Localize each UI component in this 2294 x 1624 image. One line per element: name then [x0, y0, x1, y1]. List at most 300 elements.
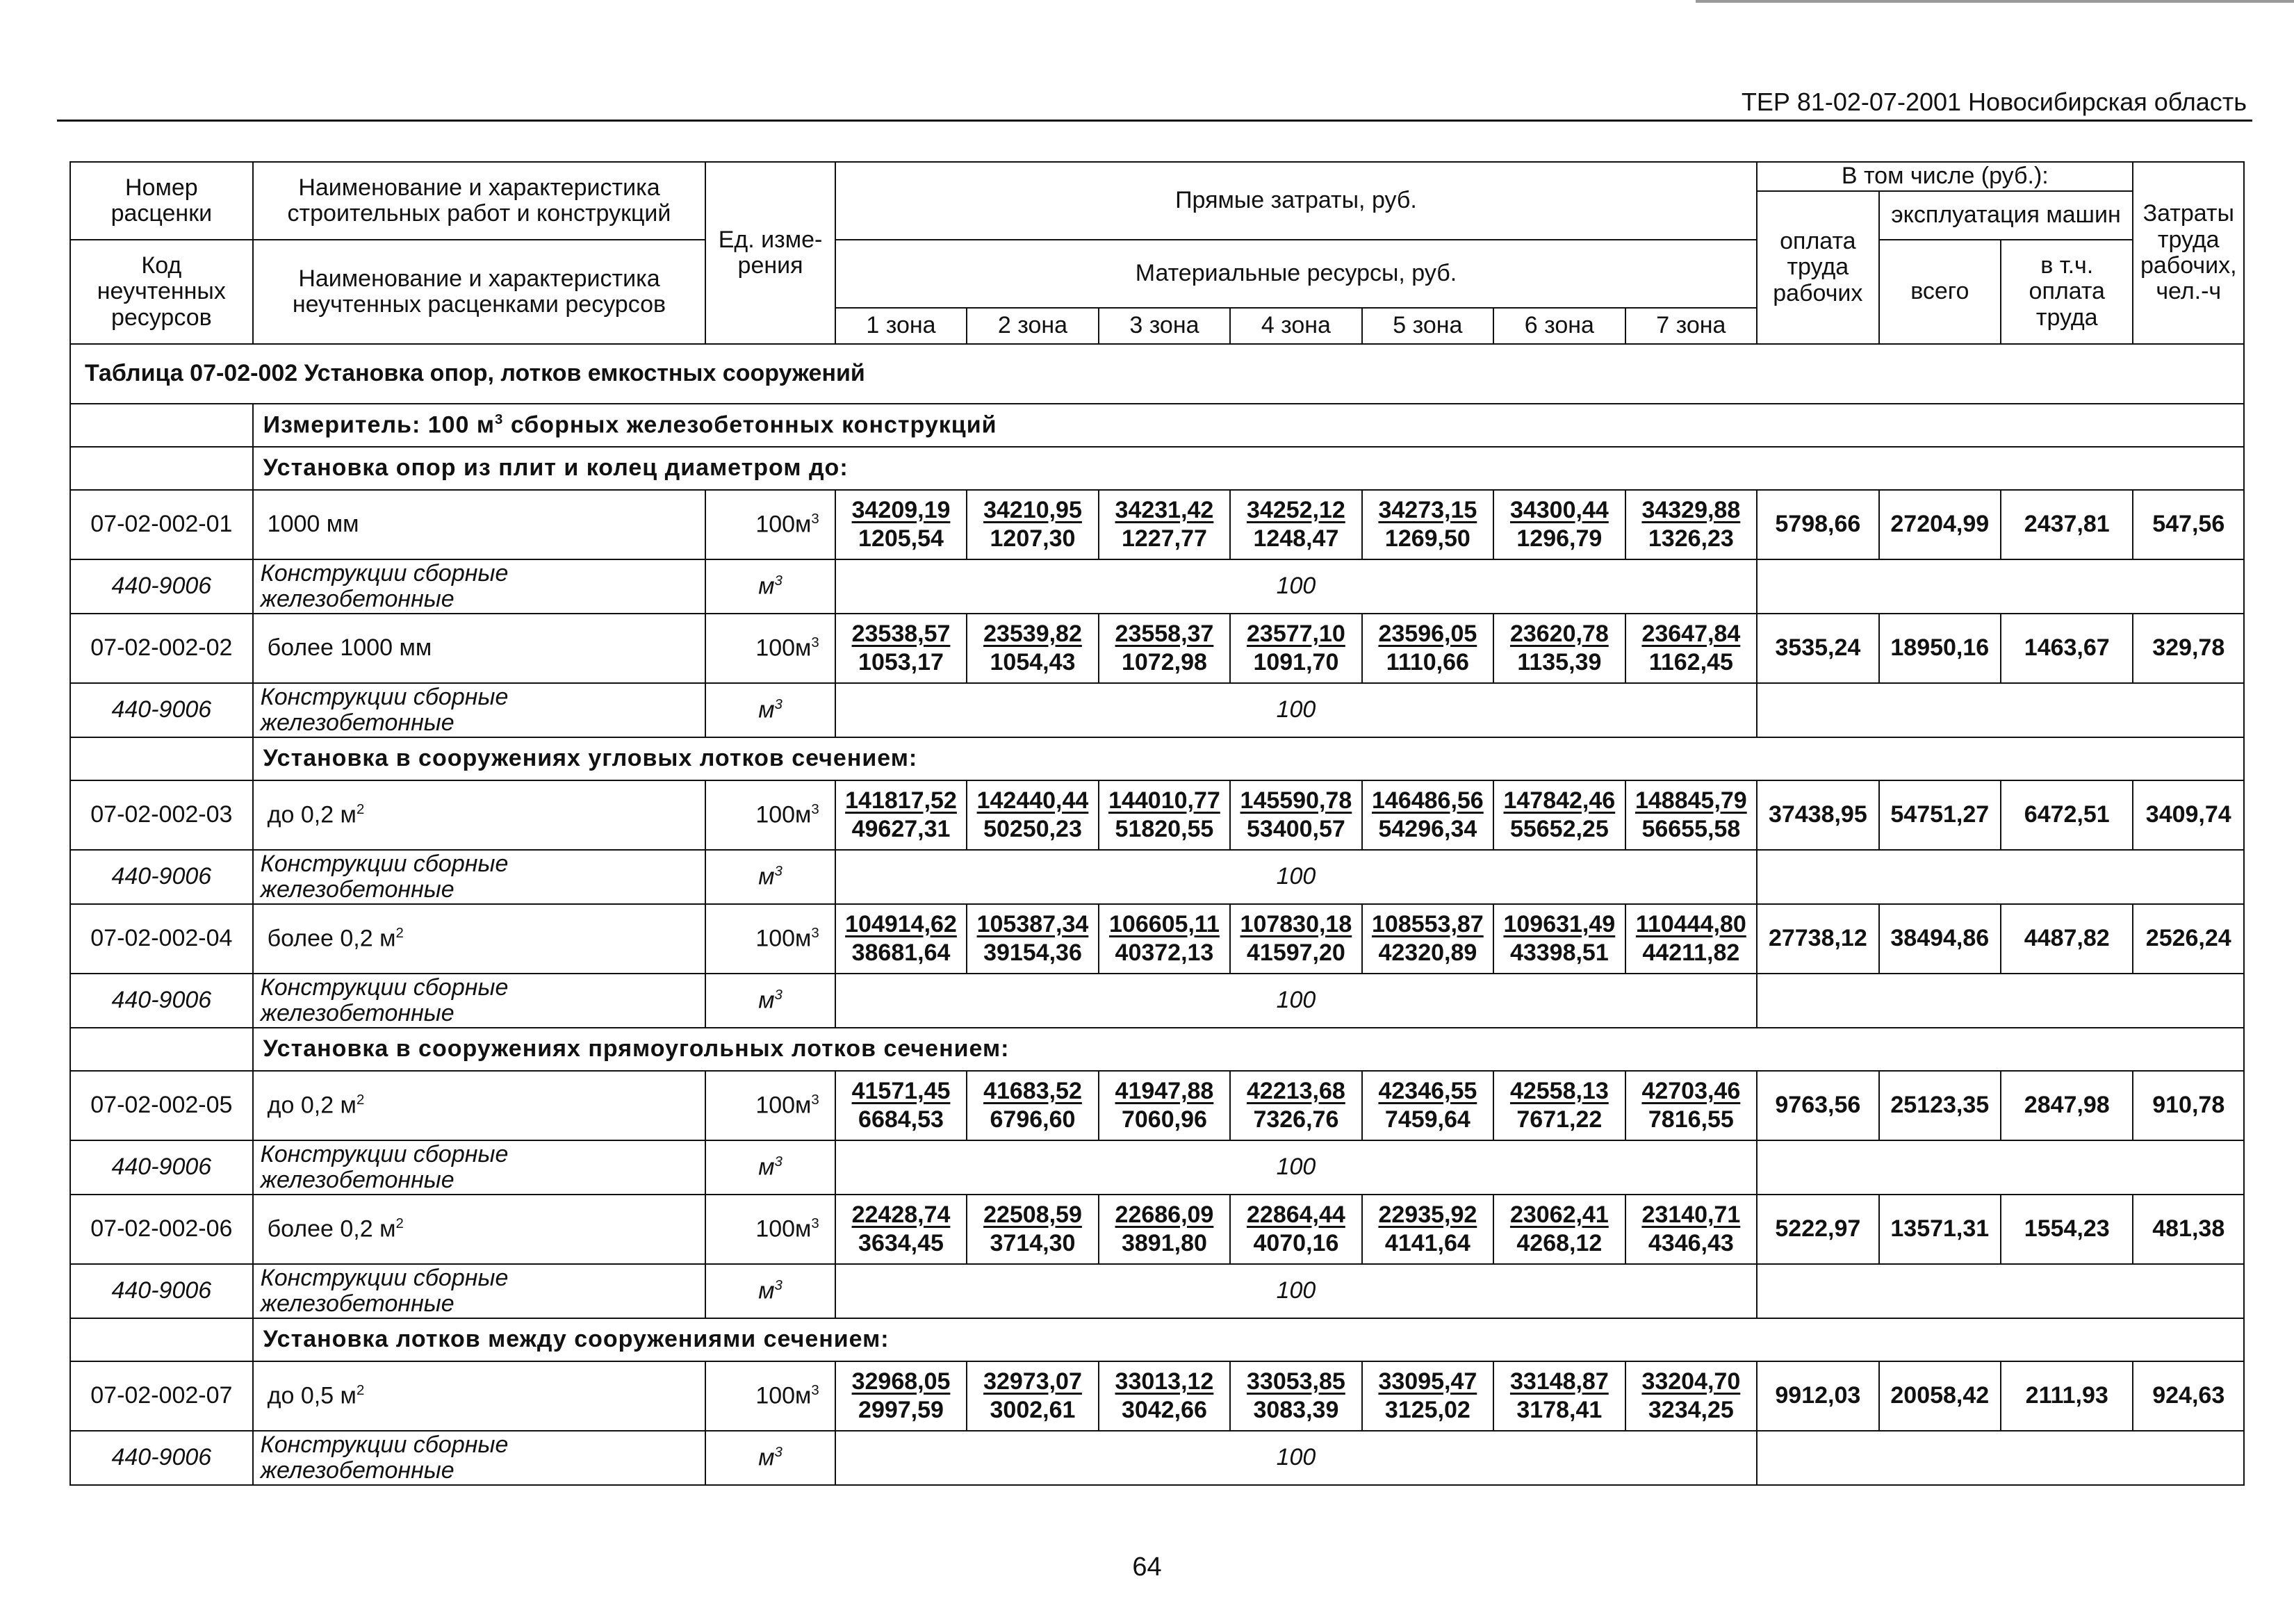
rate-unit	[705, 904, 835, 974]
col-header-labor-costs: Затраты труда рабочих, чел.-ч	[2133, 162, 2244, 344]
resource-qty-text: 100	[1276, 987, 1316, 1014]
resource-name	[253, 974, 706, 1028]
zone-material-cost: 1205,54	[858, 525, 944, 552]
machine-total-text: 54751,27	[1890, 801, 1990, 828]
machine-labor-text: 1463,67	[2024, 634, 2110, 662]
labor-hours-text: 481,38	[2152, 1215, 2225, 1242]
zone-direct-cost: 23538,57	[851, 620, 951, 647]
zone-direct-cost: 33148,87	[1509, 1368, 1609, 1395]
labor-hours-text: 924,63	[2152, 1382, 2225, 1409]
zone-material-cost: 3234,25	[1648, 1397, 1734, 1423]
rate-name-text: более 1000 мм	[267, 634, 432, 662]
zone-material-cost: 4141,64	[1384, 1230, 1470, 1256]
resource-name-text: Конструкции сборные железобетонные	[260, 683, 509, 736]
zone-material-cost: 43398,51	[1509, 940, 1609, 966]
zone-cell	[1362, 614, 1493, 683]
machine-total-text: 13571,31	[1890, 1215, 1990, 1242]
zone-material-cost: 4070,16	[1253, 1230, 1339, 1256]
resource-unit-text: м	[758, 1154, 775, 1181]
resource-qty-text: 100	[1276, 1154, 1316, 1181]
zone-direct-cost: 23620,78	[1509, 620, 1609, 647]
price-table	[69, 161, 2245, 1486]
zone-direct-cost: 22935,92	[1378, 1201, 1477, 1228]
rate-unit-text: 100м	[755, 801, 812, 828]
document-header: ТЕР 81-02-07-2001 Новосибирская область	[1741, 88, 2247, 116]
rate-unit	[705, 1071, 835, 1140]
zone-direct-cost: 23062,41	[1509, 1201, 1609, 1228]
col-header-labor-pay: оплата труда рабочих	[1757, 191, 1878, 344]
measure-suffix: сборных железобетонных конструкций	[503, 411, 997, 438]
rate-unit-text: 100м	[755, 925, 812, 952]
zone-direct-cost: 148845,79	[1635, 787, 1747, 814]
rate-code-text: 07-02-002-04	[90, 925, 233, 952]
zone-direct-cost: 146486,56	[1372, 787, 1484, 814]
rate-name	[253, 1071, 706, 1140]
zone-direct-cost: 34300,44	[1509, 496, 1609, 523]
resource-unit	[705, 850, 835, 904]
resource-qty	[835, 850, 1757, 904]
resource-code-text: 440-9006	[111, 696, 212, 723]
machine-labor	[2001, 1361, 2133, 1431]
zone-direct-cost: 145590,78	[1240, 787, 1352, 814]
zone-cell	[1362, 490, 1493, 559]
zone-cell	[1099, 780, 1230, 850]
zone-material-cost: 6796,60	[990, 1106, 1076, 1133]
resource-unit-text: м	[758, 987, 775, 1014]
zone-direct-cost: 34210,95	[983, 496, 1082, 523]
rate-unit-sup: 3	[811, 802, 819, 818]
zone-direct-cost: 23558,37	[1115, 620, 1214, 647]
rate-name-text: до 0,2 м	[267, 1092, 357, 1119]
labor-pay	[1757, 1071, 1878, 1140]
zone-material-cost: 2997,59	[858, 1397, 944, 1423]
zone-cell	[967, 780, 1098, 850]
machine-labor	[2001, 780, 2133, 850]
resource-qty-text: 100	[1276, 1444, 1316, 1471]
resource-unit	[705, 1431, 835, 1485]
machine-total	[1879, 1195, 2001, 1264]
zone-cell	[1099, 490, 1230, 559]
col-header-material-resources: Материальные ресурсы, руб.	[835, 240, 1757, 308]
zone-direct-cost: 107830,18	[1240, 910, 1352, 937]
empty-cell	[1757, 559, 2244, 614]
zone-material-cost: 7671,22	[1516, 1106, 1603, 1133]
rate-name	[253, 1361, 706, 1431]
zone-direct-cost: 23140,71	[1641, 1201, 1741, 1228]
labor-hours	[2133, 780, 2244, 850]
resource-unit-text: м	[758, 696, 775, 723]
labor-hours	[2133, 1071, 2244, 1140]
rate-unit-sup: 3	[811, 635, 819, 651]
rate-unit-sup: 3	[811, 1092, 819, 1108]
zone-material-cost: 54296,34	[1378, 816, 1477, 842]
zone-material-cost: 1054,43	[990, 649, 1076, 675]
empty-cell	[70, 737, 253, 780]
zone-cell	[1230, 1071, 1361, 1140]
resource-row	[70, 850, 2244, 904]
machine-total-text: 27204,99	[1890, 511, 1990, 538]
resource-name	[253, 1140, 706, 1195]
col-header-machine-ops: эксплуатация машин	[1879, 191, 2133, 240]
zone-cell	[1493, 904, 1625, 974]
rate-code	[70, 1195, 253, 1264]
zone-header: 5 зона	[1362, 308, 1493, 344]
rate-unit-text: 100м	[755, 1215, 812, 1242]
rate-name-sup: 2	[356, 802, 365, 818]
zone-material-cost: 39154,36	[983, 940, 1082, 966]
machine-total	[1879, 614, 2001, 683]
measure-sup: 3	[495, 412, 504, 428]
rate-code-text: 07-02-002-06	[90, 1215, 233, 1242]
machine-labor	[2001, 1071, 2133, 1140]
resource-code	[70, 850, 253, 904]
empty-cell	[70, 1028, 253, 1071]
zone-cell	[967, 904, 1098, 974]
machine-labor-text: 2111,93	[2025, 1382, 2108, 1409]
zone-material-cost: 1248,47	[1253, 525, 1339, 552]
zone-material-cost: 56655,58	[1641, 816, 1741, 842]
zone-direct-cost: 42703,46	[1641, 1077, 1741, 1104]
zone-cell	[835, 1071, 967, 1140]
zone-direct-cost: 23539,82	[983, 620, 1082, 647]
machine-total	[1879, 780, 2001, 850]
empty-cell	[1757, 974, 2244, 1028]
zone-material-cost: 41597,20	[1247, 940, 1345, 966]
zone-cell	[1099, 1071, 1230, 1140]
resource-qty-text: 100	[1276, 1277, 1316, 1304]
resource-qty	[835, 683, 1757, 737]
rate-unit-text: 100м	[755, 1382, 812, 1409]
rate-name	[253, 1195, 706, 1264]
rate-name-sup: 2	[356, 1383, 365, 1399]
resource-row	[70, 1431, 2244, 1485]
zone-material-cost: 1072,98	[1121, 649, 1207, 675]
labor-pay-text: 5798,66	[1775, 511, 1861, 538]
zone-direct-cost: 33095,47	[1378, 1368, 1477, 1395]
zone-cell	[1230, 904, 1361, 974]
resource-name	[253, 683, 706, 737]
machine-labor-text: 2847,98	[2024, 1092, 2110, 1119]
resource-row	[70, 974, 2244, 1028]
resource-name-text: Конструкции сборные железобетонные	[260, 559, 509, 612]
zone-cell	[1230, 614, 1361, 683]
rate-name-text: до 0,5 м	[267, 1382, 357, 1409]
zone-direct-cost: 106605,11	[1109, 910, 1220, 937]
machine-labor	[2001, 490, 2133, 559]
zone-direct-cost: 34329,88	[1641, 496, 1741, 523]
zone-direct-cost: 34231,42	[1115, 496, 1214, 523]
rate-unit-sup: 3	[811, 511, 819, 527]
machine-total-text: 20058,42	[1890, 1382, 1990, 1409]
resource-unit-sup: 3	[774, 987, 783, 1003]
table-row	[70, 1195, 2244, 1264]
table-row	[70, 1361, 2244, 1431]
zone-cell	[1230, 780, 1361, 850]
rate-code	[70, 1071, 253, 1140]
labor-hours	[2133, 490, 2244, 559]
resource-unit	[705, 683, 835, 737]
zone-material-cost: 3083,39	[1253, 1397, 1339, 1423]
labor-hours	[2133, 1361, 2244, 1431]
machine-labor-text: 4487,82	[2024, 925, 2110, 952]
resource-code-text: 440-9006	[111, 863, 212, 890]
resource-unit-sup: 3	[774, 697, 783, 713]
zone-cell	[1362, 1071, 1493, 1140]
zone-cell	[1230, 1361, 1361, 1431]
zone-material-cost: 1135,39	[1517, 649, 1602, 675]
zone-cell	[1493, 780, 1625, 850]
zone-cell	[1099, 904, 1230, 974]
rate-unit	[705, 614, 835, 683]
rate-code-text: 07-02-002-05	[90, 1092, 233, 1119]
zone-direct-cost: 142440,44	[976, 787, 1089, 814]
resource-qty-text: 100	[1276, 573, 1316, 600]
zone-material-cost: 1091,70	[1253, 649, 1339, 675]
zone-direct-cost: 23596,05	[1378, 620, 1477, 647]
zone-header: 1 зона	[835, 308, 967, 344]
resource-row	[70, 683, 2244, 737]
zone-direct-cost: 41683,52	[983, 1077, 1082, 1104]
machine-labor	[2001, 614, 2133, 683]
labor-pay-text: 3535,24	[1775, 634, 1861, 662]
rate-code-text: 07-02-002-01	[90, 511, 233, 538]
zone-direct-cost: 34252,12	[1247, 496, 1345, 523]
zone-header: 7 зона	[1625, 308, 1758, 344]
zone-material-cost: 40372,13	[1115, 940, 1214, 966]
rate-code-text: 07-02-002-03	[90, 801, 233, 828]
zone-cell	[1099, 614, 1230, 683]
col-header-including: В том числе (руб.):	[1757, 162, 2133, 191]
zone-direct-cost: 104914,62	[845, 910, 957, 937]
table-row	[70, 614, 2244, 683]
col-header-name-top: Наименование и характеристика строительных работ и конструкций	[253, 162, 706, 240]
zone-cell	[1362, 1195, 1493, 1264]
table-row	[70, 780, 2244, 850]
empty-cell	[1757, 1140, 2244, 1195]
section-title-text: Установка опор из плит и колец диаметром до:	[263, 454, 849, 482]
rate-code	[70, 614, 253, 683]
resource-unit-sup: 3	[774, 1445, 783, 1461]
labor-pay-text: 37438,95	[1768, 801, 1867, 828]
empty-cell	[1757, 850, 2244, 904]
machine-total-text: 18950,16	[1890, 634, 1990, 662]
zone-direct-cost: 141817,52	[845, 787, 957, 814]
zone-material-cost: 1207,30	[990, 525, 1076, 552]
zone-cell	[1625, 1071, 1758, 1140]
empty-cell	[1757, 1431, 2244, 1485]
rate-unit-text: 100м	[755, 634, 812, 662]
zone-cell	[1625, 490, 1758, 559]
resource-code	[70, 974, 253, 1028]
resource-unit-sup: 3	[774, 1278, 783, 1294]
zone-direct-cost: 23577,10	[1247, 620, 1345, 647]
labor-hours-text: 910,78	[2152, 1092, 2225, 1119]
zone-direct-cost: 32968,05	[851, 1368, 951, 1395]
machine-total	[1879, 1361, 2001, 1431]
header-rule	[57, 120, 2252, 122]
zone-direct-cost: 105387,34	[976, 910, 1089, 937]
zone-material-cost: 38681,64	[851, 940, 951, 966]
rate-unit	[705, 780, 835, 850]
machine-labor-text: 6472,51	[2024, 801, 2110, 828]
scan-top-line	[1696, 0, 2294, 3]
col-header-unit: Ед. изме-рения	[705, 162, 835, 344]
labor-pay-text: 9912,03	[1775, 1382, 1861, 1409]
col-header-name-bottom: Наименование и характеристика неучтенных расценками ресурсов	[253, 240, 706, 344]
zone-direct-cost: 41947,88	[1115, 1077, 1214, 1104]
section-title	[253, 1318, 2244, 1361]
empty-cell	[1757, 683, 2244, 737]
labor-pay-text: 9763,56	[1775, 1092, 1861, 1119]
rate-code	[70, 1361, 253, 1431]
zone-direct-cost: 22864,44	[1247, 1201, 1345, 1228]
zone-cell	[1625, 614, 1758, 683]
zone-material-cost: 42320,89	[1378, 940, 1477, 966]
machine-labor	[2001, 1195, 2133, 1264]
resource-unit	[705, 1264, 835, 1318]
section-title-text: Установка лотков между сооружениями сечением:	[263, 1326, 890, 1353]
zone-direct-cost: 42213,68	[1247, 1077, 1345, 1104]
resource-row	[70, 559, 2244, 614]
page-number: 64	[1132, 1552, 1162, 1582]
zone-cell	[1362, 1361, 1493, 1431]
col-header-machine-labor: в т.ч. оплата труда	[2001, 240, 2133, 344]
rate-unit-text: 100м	[755, 1092, 812, 1119]
zone-header: 2 зона	[967, 308, 1098, 344]
zone-cell	[967, 614, 1098, 683]
labor-hours-text: 2526,24	[2145, 925, 2231, 952]
rate-code	[70, 780, 253, 850]
col-header-direct-costs: Прямые затраты, руб.	[835, 162, 1757, 240]
resource-qty	[835, 1140, 1757, 1195]
rate-name-text: 1000 мм	[267, 511, 359, 538]
section-title-text: Установка в сооружениях угловых лотков сечением:	[263, 745, 918, 772]
zone-direct-cost: 109631,49	[1503, 910, 1616, 937]
resource-unit-sup: 3	[774, 1154, 783, 1170]
zone-direct-cost: 22508,59	[983, 1201, 1082, 1228]
rate-code-text: 07-02-002-07	[90, 1382, 233, 1409]
zone-cell	[967, 1071, 1098, 1140]
zone-material-cost: 3714,30	[990, 1230, 1076, 1256]
zone-material-cost: 7459,64	[1384, 1106, 1470, 1133]
rate-unit-text: 100м	[755, 511, 812, 538]
resource-unit-text: м	[758, 573, 775, 600]
labor-pay	[1757, 1195, 1878, 1264]
zone-cell	[835, 1195, 967, 1264]
machine-labor-text: 1554,23	[2024, 1215, 2110, 1242]
resource-unit-text: м	[758, 1277, 775, 1304]
resource-unit	[705, 974, 835, 1028]
rate-unit	[705, 1195, 835, 1264]
labor-hours	[2133, 904, 2244, 974]
zone-cell	[835, 904, 967, 974]
labor-pay	[1757, 1361, 1878, 1431]
resource-unit	[705, 1140, 835, 1195]
zone-direct-cost: 34209,19	[851, 496, 951, 523]
table-row	[70, 1071, 2244, 1140]
zone-cell	[1099, 1195, 1230, 1264]
resource-name	[253, 1431, 706, 1485]
zone-material-cost: 1053,17	[858, 649, 944, 675]
labor-pay	[1757, 904, 1878, 974]
resource-code	[70, 559, 253, 614]
zone-direct-cost: 110444,80	[1635, 910, 1746, 937]
zone-material-cost: 1110,66	[1386, 649, 1469, 675]
zone-cell	[835, 614, 967, 683]
zone-material-cost: 1227,77	[1121, 525, 1207, 552]
zone-cell	[967, 1195, 1098, 1264]
labor-hours-text: 547,56	[2152, 511, 2225, 538]
resource-qty	[835, 1264, 1757, 1318]
zone-cell	[1362, 780, 1493, 850]
zone-cell	[1362, 904, 1493, 974]
zone-cell	[1099, 1361, 1230, 1431]
zone-material-cost: 55652,25	[1509, 816, 1609, 842]
resource-code-text: 440-9006	[111, 573, 212, 600]
machine-total	[1879, 904, 2001, 974]
labor-hours-text: 3409,74	[2145, 801, 2231, 828]
zone-material-cost: 1162,45	[1648, 649, 1733, 675]
table-row	[70, 904, 2244, 974]
col-header-code-top: Номер расценки	[70, 162, 253, 240]
empty-cell	[70, 447, 253, 490]
zone-material-cost: 3042,66	[1121, 1397, 1207, 1423]
rate-unit	[705, 1361, 835, 1431]
resource-code-text: 440-9006	[111, 1154, 212, 1181]
resource-code	[70, 1431, 253, 1485]
labor-pay	[1757, 490, 1878, 559]
zone-cell	[1493, 1071, 1625, 1140]
resource-qty	[835, 974, 1757, 1028]
zone-material-cost: 1296,79	[1516, 525, 1603, 552]
rate-name	[253, 614, 706, 683]
resource-name	[253, 850, 706, 904]
zone-cell	[1625, 1361, 1758, 1431]
resource-name-text: Конструкции сборные железобетонные	[260, 850, 509, 903]
empty-cell	[1757, 1264, 2244, 1318]
zone-material-cost: 49627,31	[851, 816, 951, 842]
rate-name-text: до 0,2 м	[267, 801, 357, 828]
zone-direct-cost: 34273,15	[1378, 496, 1477, 523]
rate-unit-sup: 3	[811, 1383, 819, 1399]
machine-labor-text: 2437,81	[2024, 511, 2110, 538]
table-title: Таблица 07-02-002 Установка опор, лотков емкостных сооружений	[70, 344, 2244, 404]
section-title	[253, 737, 2244, 780]
resource-qty-text: 100	[1276, 696, 1316, 723]
machine-total-text: 38494,86	[1890, 925, 1990, 952]
labor-pay-text: 5222,97	[1775, 1215, 1861, 1242]
zone-cell	[1230, 490, 1361, 559]
zone-direct-cost: 33053,85	[1247, 1368, 1345, 1395]
resource-row	[70, 1140, 2244, 1195]
zone-cell	[1493, 1195, 1625, 1264]
rate-unit-sup: 3	[811, 1216, 819, 1232]
rate-name-sup: 2	[395, 1216, 404, 1232]
zone-material-cost: 3634,45	[858, 1230, 944, 1256]
resource-unit	[705, 559, 835, 614]
zone-direct-cost: 22428,74	[851, 1201, 951, 1228]
zone-material-cost: 51820,55	[1115, 816, 1214, 842]
resource-name-text: Конструкции сборные железобетонные	[260, 1264, 509, 1317]
resource-code	[70, 683, 253, 737]
zone-direct-cost: 42346,55	[1378, 1077, 1477, 1104]
resource-name	[253, 559, 706, 614]
labor-pay	[1757, 614, 1878, 683]
zone-cell	[1625, 1195, 1758, 1264]
zone-material-cost: 3178,41	[1516, 1397, 1603, 1423]
rate-name-text: более 0,2 м	[267, 925, 396, 952]
zone-material-cost: 1326,23	[1648, 525, 1734, 552]
